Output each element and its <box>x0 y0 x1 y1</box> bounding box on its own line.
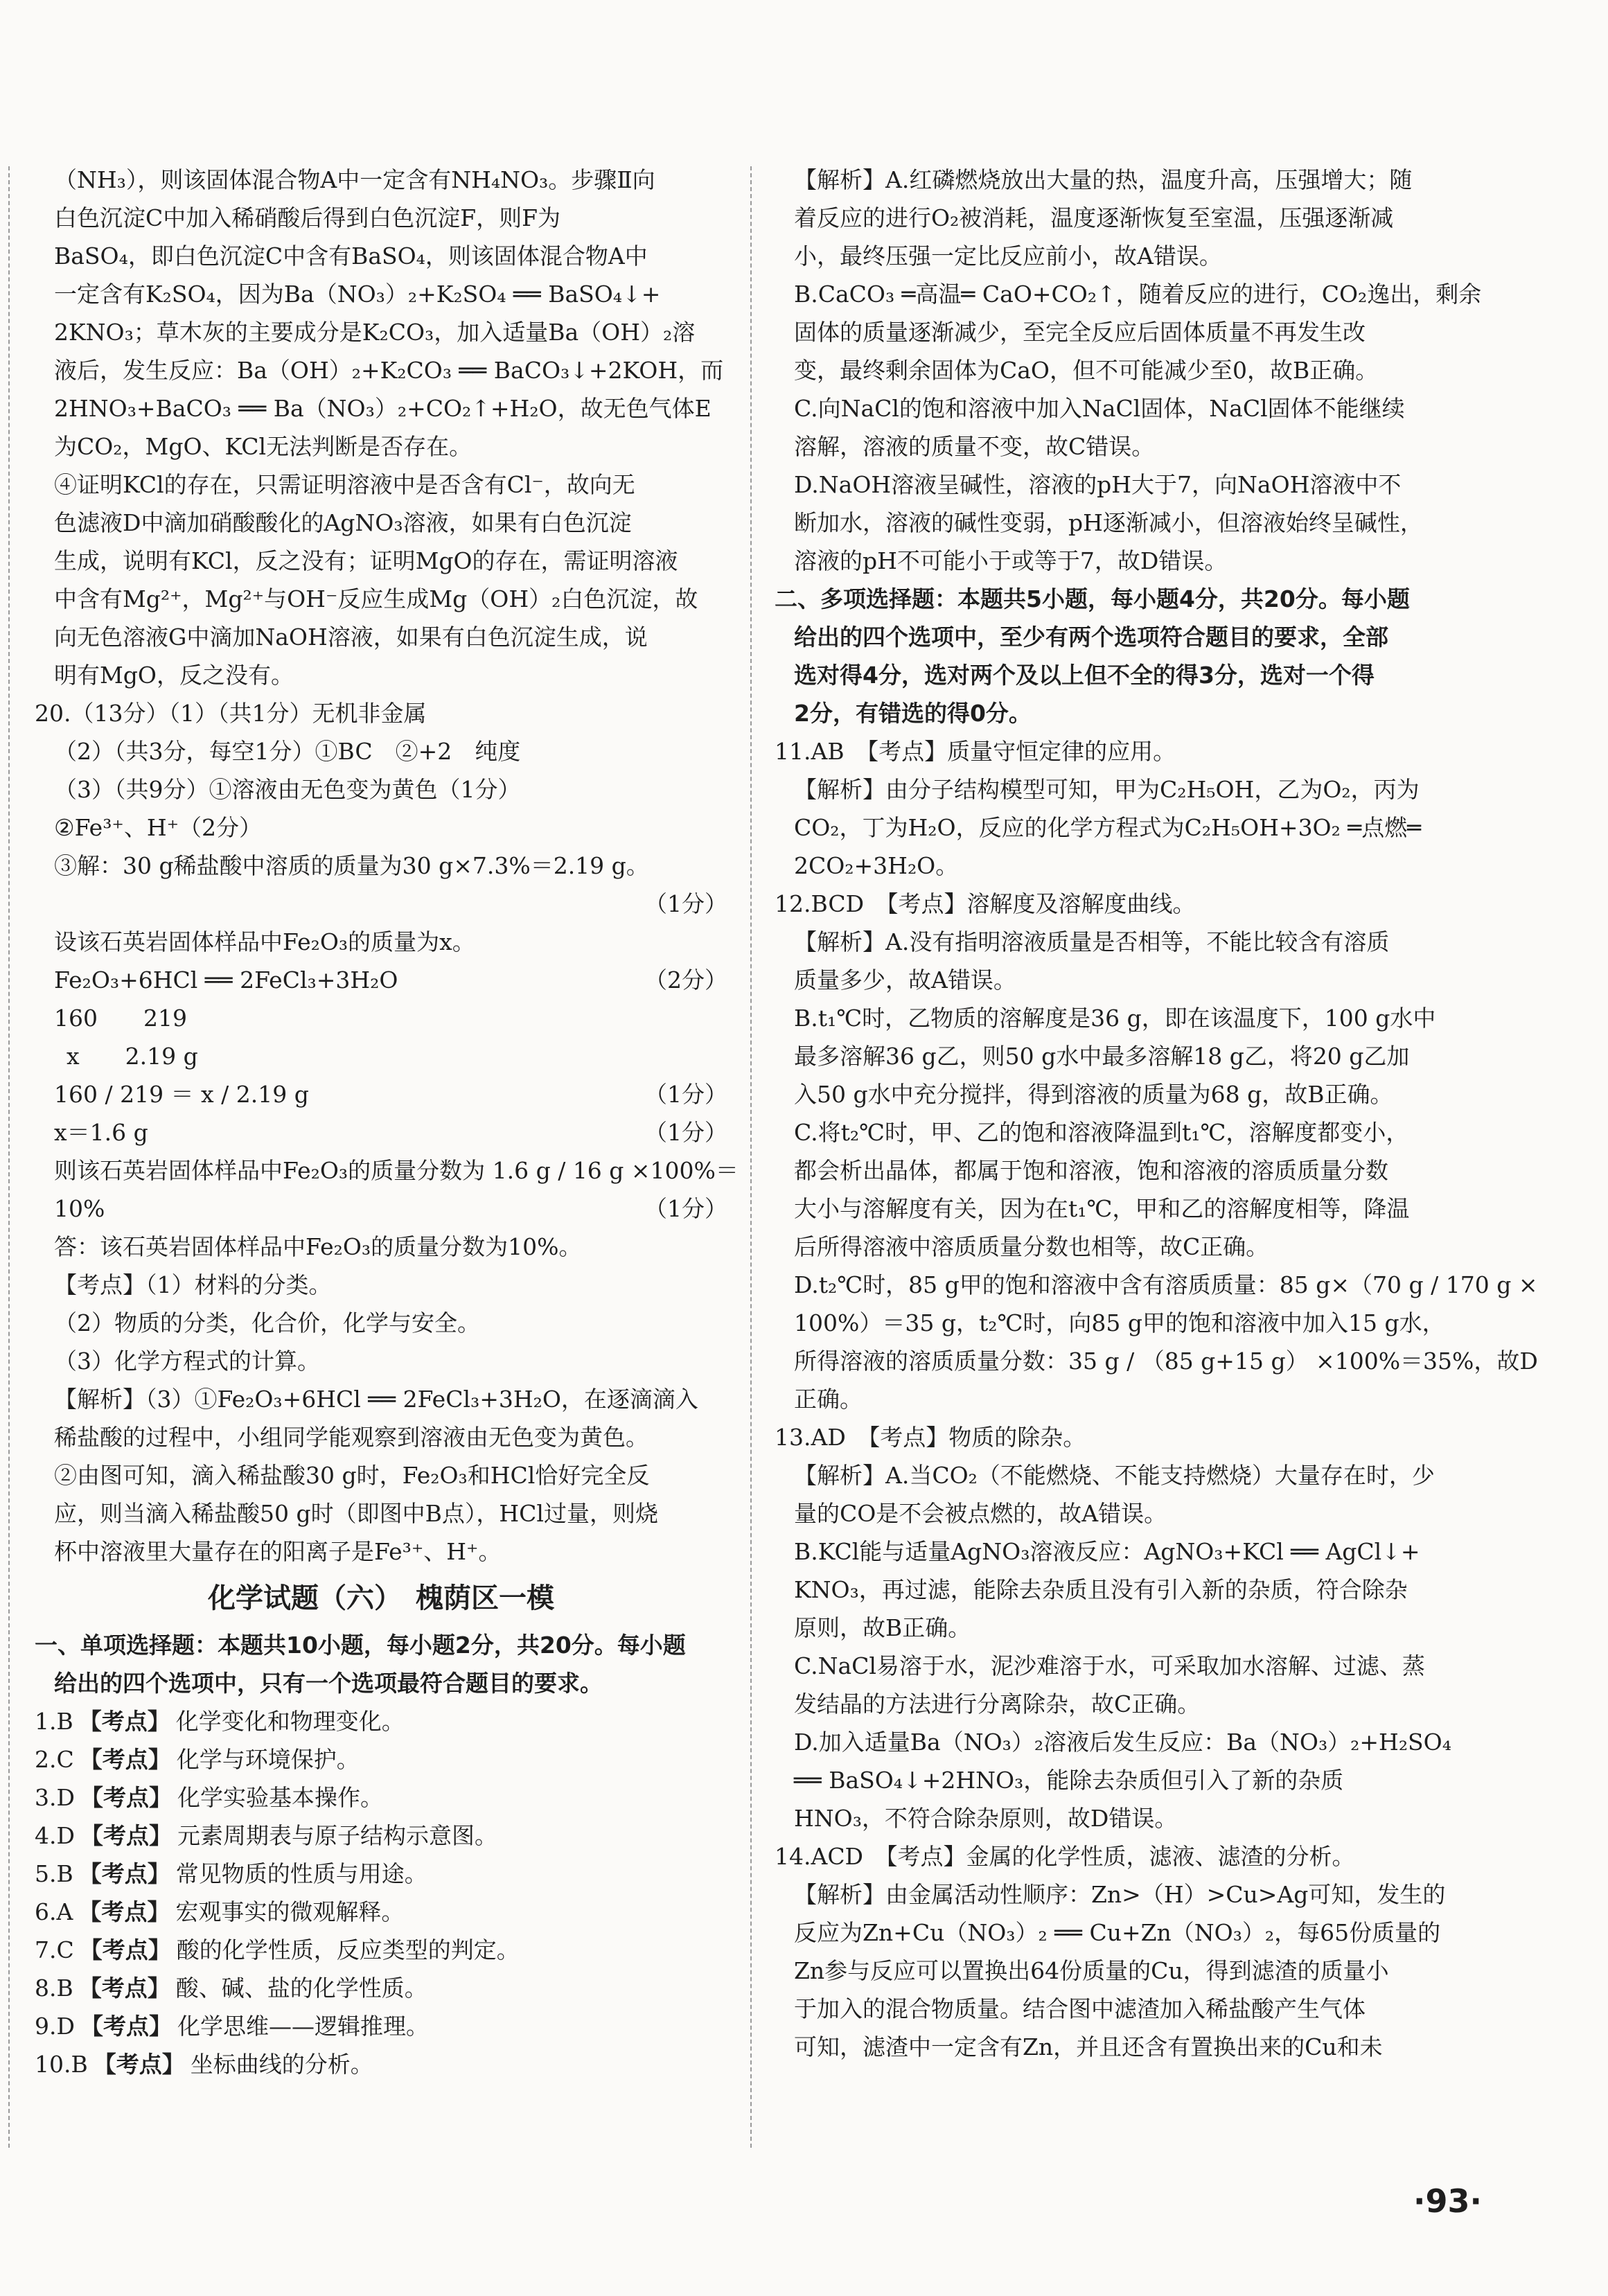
left-line-text: 为CO₂，MgO、KCl无法判断是否存在。 <box>54 433 472 460</box>
answer-item <box>35 1740 727 1778</box>
right-line-text: 大小与溶解度有关，因为在t₁℃，甲和乙的溶解度相等，降温 <box>794 1195 1410 1222</box>
right-line-text: 后所得溶液中溶质质量分数也相等，故C正确。 <box>794 1233 1269 1260</box>
answer-number: 2.C <box>35 1746 74 1773</box>
answer-number: 4.D <box>35 1822 75 1849</box>
answer-topic: 化学变化和物理变化。 <box>175 1708 405 1735</box>
left-line <box>35 351 727 389</box>
right-line <box>775 847 1474 885</box>
right-line-text: Zn参与反应可以置换出64份质量的Cu，得到滤渣的质量小 <box>794 1957 1389 1984</box>
left-line-text: 液后，发生反应：Ba（OH）₂+K₂CO₃ ══ BaCO₃↓+2KOH，而 <box>54 357 724 384</box>
left-line-text: （3）化学方程式的计算。 <box>54 1348 320 1375</box>
left-line <box>35 389 727 427</box>
right-line <box>775 427 1474 466</box>
answer-tag: 【考点】 <box>80 2013 172 2040</box>
answer-topic: 宏观事实的微观解释。 <box>175 1898 405 1925</box>
left-line-text: 色滤液D中滴加硝酸酸化的AgNO₃溶液，如果有白色沉淀 <box>54 509 632 536</box>
left-line <box>35 199 727 237</box>
left-line-text: 设该石英岩固体样品中Fe₂O₃的质量为x。 <box>54 928 475 955</box>
left-line <box>35 275 727 313</box>
right-line <box>775 923 1474 961</box>
left-line <box>35 1037 727 1075</box>
left-line <box>35 542 727 580</box>
right-line <box>775 275 1482 313</box>
answer-item <box>35 1969 727 2007</box>
left-line-text: 一定含有K₂SO₄，因为Ba（NO₃）₂+K₂SO₄ ══ BaSO₄↓+ <box>54 281 661 308</box>
right-line-text: 都会析出晶体，都属于饱和溶液，饱和溶液的溶质质量分数 <box>794 1157 1388 1184</box>
right-line <box>775 1228 1474 1266</box>
right-line-text: 【解析】由分子结构模型可知，甲为C₂H₅OH，乙为O₂，丙为 <box>794 776 1420 803</box>
right-line-text: C.将t₂℃时，甲、乙的饱和溶液降温到t₁℃，溶解度都变小， <box>794 1119 1409 1146</box>
left-line-text: x 2.19 g <box>67 1043 198 1070</box>
answer-number: 1.B <box>35 1708 73 1735</box>
answer-tag: 【考点】 <box>79 1746 171 1773</box>
left-line-text: 白色沉淀C中加入稀硝酸后得到白色沉淀F，则F为 <box>54 204 561 231</box>
right-line-text: 【解析】由金属活动性顺序：Zn>（H）>Cu>Ag可知，发生的 <box>794 1881 1446 1908</box>
right-line <box>775 542 1474 580</box>
single-choice-answers <box>35 1702 727 2083</box>
right-line <box>775 1304 1474 1342</box>
left-line <box>35 1151 739 1190</box>
left-line <box>35 313 727 351</box>
left-line-text: 20.（13分）（1）（共1分）无机非金属 <box>35 700 427 727</box>
right-line <box>775 1914 1474 1952</box>
right-line-text: 入50 g水中充分搅拌，得到溶液的质量为68 g，故B正确。 <box>794 1081 1393 1108</box>
right-line <box>775 1494 1474 1533</box>
answer-number: 9.D <box>35 2013 75 2040</box>
right-line <box>775 1990 1474 2028</box>
left-line-text: ②由图可知，滴入稀盐酸30 g时，Fe₂O₃和HCl恰好完全反 <box>54 1462 650 1489</box>
right-line <box>775 1113 1474 1151</box>
left-line <box>35 1418 727 1456</box>
answer-tag: 【考点】 <box>78 1860 170 1887</box>
right-line-text: 于加入的混合物质量。结合图中滤渣加入稀盐酸产生气体 <box>794 1995 1366 2022</box>
answer-item <box>35 1931 727 1969</box>
left-line-text: ③解：30 g稀盐酸中溶质的质量为30 g×7.3%＝2.19 g。 <box>54 852 649 879</box>
right-line <box>775 237 1474 275</box>
right-line-text: 可知，滤渣中一定含有Zn，并且还含有置换出来的Cu和未 <box>794 2033 1383 2060</box>
left-line-text: （NH₃），则该固体混合物A中一定含有NH₄NO₃。步骤Ⅱ向 <box>54 166 655 193</box>
section-title: 化学试题（六） 槐荫区一模 <box>208 1582 554 1614</box>
left-line <box>35 923 727 961</box>
answer-topic: 常见物质的性质与用途。 <box>175 1860 427 1887</box>
answer-topic: 坐标曲线的分析。 <box>190 2051 373 2078</box>
left-line <box>35 847 727 885</box>
left-line-text: （2）物质的分类，化合价，化学与安全。 <box>54 1309 480 1336</box>
right-line <box>775 313 1474 351</box>
right-line <box>775 199 1474 237</box>
page-number: ·93· <box>1413 2182 1482 2220</box>
right-line <box>775 1723 1474 1761</box>
left-line-text: 答：该石英岩固体样品中Fe₂O₃的质量分数为10%。 <box>54 1233 582 1260</box>
right-line <box>775 1151 1474 1190</box>
left-column-lines <box>35 161 739 1571</box>
left-line <box>35 427 727 466</box>
left-line <box>35 466 727 504</box>
left-line-text: x＝1.6 g <box>54 1119 148 1146</box>
section-one-heading-line-1: 一、单项选择题：本题共10小题，每小题2分，共20分。每小题 <box>35 1632 686 1659</box>
left-line <box>35 694 727 732</box>
right-line-text: HNO₃，不符合除杂原则，故D错误。 <box>794 1805 1178 1832</box>
left-line-text: 应，则当滴入稀盐酸50 g时（即图中B点），HCl过量，则烧 <box>54 1500 658 1527</box>
right-line-text: 小，最终压强一定比反应前小，故A错误。 <box>794 242 1222 270</box>
right-line-text: 100%）＝35 g，t₂℃时，向85 g甲的饱和溶液中加入15 g水， <box>794 1309 1445 1336</box>
right-line-text: 溶液的pH不可能小于或等于7，故D错误。 <box>794 547 1228 574</box>
right-line-text: 最多溶解36 g乙，则50 g水中最多溶解18 g乙，将20 g乙加 <box>794 1043 1410 1070</box>
right-line <box>775 1571 1474 1609</box>
right-line <box>775 1380 1474 1418</box>
right-line <box>775 504 1474 542</box>
right-line <box>775 809 1474 847</box>
left-line-text: 【解析】（3）①Fe₂O₃+6HCl ══ 2FeCl₃+3H₂O，在逐滴滴入 <box>54 1386 698 1413</box>
right-line-text: 溶解，溶液的质量不变，故C错误。 <box>794 433 1155 460</box>
answer-item <box>35 1702 727 1740</box>
answer-number: 5.B <box>35 1860 73 1887</box>
left-line-text: Fe₂O₃+6HCl ══ 2FeCl₃+3H₂O <box>54 966 398 994</box>
right-line <box>775 2028 1474 2066</box>
right-line-text: 【解析】A.当CO₂（不能燃烧、不能支持燃烧）大量存在时，少 <box>794 1462 1435 1489</box>
right-line-text: D.NaOH溶液呈碱性，溶液的pH大于7，向NaOH溶液中不 <box>794 471 1402 498</box>
answer-topic: 化学思维——逻辑推理。 <box>177 2013 429 2040</box>
left-line <box>35 618 727 656</box>
right-line <box>775 1037 1474 1075</box>
right-line <box>775 770 1474 809</box>
left-line <box>35 999 727 1037</box>
right-line-text: 二、多项选择题：本题共5小题，每小题4分，共20分。每小题 <box>775 585 1410 612</box>
right-line-text: 原则，故B正确。 <box>794 1614 971 1641</box>
right-line <box>775 1418 1474 1456</box>
left-line <box>35 1494 727 1533</box>
right-line-text: 11.AB 【考点】质量守恒定律的应用。 <box>775 738 1176 765</box>
right-line <box>775 351 1474 389</box>
answer-item <box>35 2045 727 2083</box>
left-line-text: 2HNO₃+BaCO₃ ══ Ba（NO₃）₂+CO₂↑+H₂O，故无色气体E <box>54 395 712 422</box>
answer-number: 10.B <box>35 2051 88 2078</box>
left-line <box>35 1380 727 1418</box>
answer-item <box>35 1817 727 1855</box>
left-line-text: 【考点】（1）材料的分类。 <box>54 1271 332 1298</box>
left-line-text: 中含有Mg²⁺，Mg²⁺与OH⁻反应生成Mg（OH）₂白色沉淀，故 <box>54 585 698 612</box>
right-line <box>775 1761 1474 1799</box>
right-line <box>775 1685 1474 1723</box>
right-line-text: 正确。 <box>794 1386 863 1413</box>
left-line-text: （2）（共3分，每空1分）①BC ②+2 纯度 <box>54 738 521 765</box>
right-line-text: 固体的质量逐渐减少，至完全反应后固体质量不再发生改 <box>794 319 1366 346</box>
left-line-text: 10% <box>54 1195 105 1222</box>
left-line <box>35 1456 727 1494</box>
answer-item <box>35 1855 727 1893</box>
left-line-text: 杯中溶液里大量存在的阳离子是Fe³⁺、H⁺。 <box>54 1538 502 1565</box>
answer-tag: 【考点】 <box>80 1822 172 1849</box>
left-line <box>35 1342 727 1380</box>
right-line <box>775 1456 1474 1494</box>
right-line-text: B.t₁℃时，乙物质的溶解度是36 g，即在该温度下，100 g水中 <box>794 1005 1436 1032</box>
left-line <box>35 656 727 694</box>
score-mark: （1分） <box>644 1195 727 1222</box>
left-line-text: （3）（共9分）①溶液由无色变为黄色（1分） <box>54 776 521 803</box>
right-line-text: 变，最终剩余固体为CaO，但不可能减少至0，故B正确。 <box>794 357 1379 384</box>
score-mark: （1分） <box>644 1119 727 1146</box>
right-line <box>775 1190 1474 1228</box>
right-line <box>775 1952 1474 1990</box>
right-line-text: 【解析】A.没有指明溶液质量是否相等，不能比较含有溶质 <box>794 928 1390 955</box>
right-line-text: 2分，有错选的得0分。 <box>794 700 1032 727</box>
right-line-text: C.向NaCl的饱和溶液中加入NaCl固体，NaCl固体不能继续 <box>794 395 1405 422</box>
right-line-text: 发结晶的方法进行分离除杂，故C正确。 <box>794 1690 1201 1717</box>
right-line-text: D.t₂℃时，85 g甲的饱和溶液中含有溶质质量：85 g×（70 g / 170 g × <box>794 1271 1538 1298</box>
left-line <box>35 237 727 275</box>
right-line <box>775 161 1474 199</box>
right-line-text: 14.ACD 【考点】金属的化学性质，滤液、滤渣的分析。 <box>775 1843 1355 1870</box>
left-line <box>35 1266 727 1304</box>
left-line <box>35 1075 727 1113</box>
left-line <box>35 1304 727 1342</box>
right-line <box>775 885 1474 923</box>
right-line <box>775 466 1474 504</box>
right-line <box>775 1609 1474 1647</box>
left-line-text: 160 / 219 ＝ x / 2.19 g <box>54 1081 309 1108</box>
left-line <box>35 770 727 809</box>
left-line <box>35 1113 727 1151</box>
answer-number: 7.C <box>35 1936 74 1963</box>
right-line-text: KNO₃，再过滤，能除去杂质且没有引入新的杂质，符合除杂 <box>794 1576 1408 1603</box>
answer-tag: 【考点】 <box>79 1936 171 1963</box>
center-cut-line <box>750 166 752 2148</box>
left-line <box>35 1190 727 1228</box>
left-line <box>35 580 727 618</box>
left-line-text: 2KNO₃；草木灰的主要成分是K₂CO₃，加入适量Ba（OH）₂溶 <box>54 319 696 346</box>
answer-item <box>35 1778 727 1817</box>
right-line-text: 断加水，溶液的碱性变弱，pH逐渐减小，但溶液始终呈碱性， <box>794 509 1423 536</box>
section-one-heading-line-2: 给出的四个选项中，只有一个选项最符合题目的要求。 <box>54 1670 603 1697</box>
score-mark: （1分） <box>644 1081 727 1108</box>
right-line <box>775 1837 1474 1875</box>
left-line-text: BaSO₄，即白色沉淀C中含有BaSO₄，则该固体混合物A中 <box>54 242 648 270</box>
right-line <box>775 961 1474 999</box>
right-column-lines <box>775 161 1538 2066</box>
left-line <box>35 161 727 199</box>
right-line-text: 给出的四个选项中，至少有两个选项符合题目的要求，全部 <box>794 624 1388 651</box>
left-line <box>35 809 727 847</box>
left-line <box>35 1533 727 1571</box>
left-line-text: 生成，说明有KCl，反之没有；证明MgO的存在，需证明溶液 <box>54 547 678 574</box>
right-line-text: B.KCl能与适量AgNO₃溶液反应：AgNO₃+KCl ══ AgCl↓+ <box>794 1538 1420 1565</box>
right-line-text: B.CaCO₃ ═高温═ CaO+CO₂↑，随着反应的进行，CO₂逸出，剩余 <box>794 281 1482 308</box>
right-line <box>775 1647 1474 1685</box>
score-mark: （1分） <box>644 890 727 917</box>
answer-topic: 酸、碱、盐的化学性质。 <box>175 1975 427 2002</box>
answer-number: 6.A <box>35 1898 73 1925</box>
left-line <box>35 504 727 542</box>
right-line-text: 着反应的进行O₂被消耗，温度逐渐恢复至室温，压强逐渐减 <box>794 204 1394 231</box>
right-line-text: ══ BaSO₄↓+2HNO₃，能除去杂质但引入了新的杂质 <box>794 1767 1344 1794</box>
answer-topic: 化学实验基本操作。 <box>177 1784 383 1811</box>
right-line-text: C.NaCl易溶于水，泥沙难溶于水，可采取加水溶解、过滤、蒸 <box>794 1652 1425 1679</box>
right-line <box>775 618 1474 656</box>
right-line-text: 12.BCD 【考点】溶解度及溶解度曲线。 <box>775 890 1196 917</box>
left-line-text: 明有MgO，反之没有。 <box>54 662 294 689</box>
left-line <box>35 1228 727 1266</box>
right-line <box>775 1533 1474 1571</box>
answer-topic: 酸的化学性质，反应类型的判定。 <box>176 1936 520 1963</box>
left-line-text: ④证明KCl的存在，只需证明溶液中是否含有Cl⁻，故向无 <box>54 471 635 498</box>
right-line <box>775 656 1474 694</box>
right-line-text: 2CO₂+3H₂O。 <box>794 852 959 879</box>
answer-tag: 【考点】 <box>93 2051 185 2078</box>
answer-topic: 元素周期表与原子结构示意图。 <box>177 1822 497 1849</box>
answer-number: 3.D <box>35 1784 75 1811</box>
right-line <box>775 732 1474 770</box>
right-line-text: D.加入适量Ba（NO₃）₂溶液后发生反应：Ba（NO₃）₂+H₂SO₄ <box>794 1729 1451 1756</box>
right-line <box>775 1075 1474 1113</box>
answer-item <box>35 1893 727 1931</box>
answer-item <box>35 2007 727 2045</box>
right-column <box>775 161 1538 2066</box>
left-line <box>35 885 727 923</box>
answer-tag: 【考点】 <box>78 1975 170 2002</box>
left-line-text: 则该石英岩固体样品中Fe₂O₃的质量分数为 1.6 g / 16 g ×100%＝ <box>54 1157 739 1184</box>
answer-tag: 【考点】 <box>80 1784 172 1811</box>
answer-number: 8.B <box>35 1975 73 2002</box>
right-line <box>775 1875 1474 1914</box>
answer-tag: 【考点】 <box>78 1708 170 1735</box>
right-line-text: 【解析】A.红磷燃烧放出大量的热，温度升高，压强增大；随 <box>794 166 1413 193</box>
right-line-text: 13.AD 【考点】物质的除杂。 <box>775 1424 1086 1451</box>
right-line-text: 所得溶液的溶质质量分数：35 g / （85 g+15 g） ×100%＝35%，故D <box>794 1348 1538 1375</box>
right-line <box>775 1266 1538 1304</box>
left-column <box>35 161 739 2083</box>
right-line-text: 选对得4分，选对两个及以上但不全的得3分，选对一个得 <box>794 662 1375 689</box>
right-line-text: CO₂，丁为H₂O，反应的化学方程式为C₂H₅OH+3O₂ ═点燃═ <box>794 814 1422 841</box>
answer-topic: 化学与环境保护。 <box>176 1746 360 1773</box>
right-line <box>775 999 1474 1037</box>
left-cut-line <box>8 166 10 2148</box>
right-line <box>775 580 1474 618</box>
right-line-text: 质量多少，故A错误。 <box>794 966 1016 994</box>
left-line-text: 160 219 <box>54 1005 187 1032</box>
left-line-text: ②Fe³⁺、H⁺（2分） <box>54 814 263 841</box>
right-line <box>775 1799 1474 1837</box>
left-line <box>35 961 727 999</box>
left-line <box>35 732 727 770</box>
score-mark: （2分） <box>644 966 727 994</box>
left-line-text: 稀盐酸的过程中，小组同学能观察到溶液由无色变为黄色。 <box>54 1424 648 1451</box>
left-line-text: 向无色溶液G中滴加NaOH溶液，如果有白色沉淀生成，说 <box>54 624 648 651</box>
right-line <box>775 1342 1538 1380</box>
right-line-text: 量的CO是不会被点燃的，故A错误。 <box>794 1500 1167 1527</box>
right-line <box>775 694 1474 732</box>
right-line <box>775 389 1474 427</box>
answer-tag: 【考点】 <box>78 1898 170 1925</box>
right-line-text: 反应为Zn+Cu（NO₃）₂ ══ Cu+Zn（NO₃）₂，每65份质量的 <box>794 1919 1441 1946</box>
